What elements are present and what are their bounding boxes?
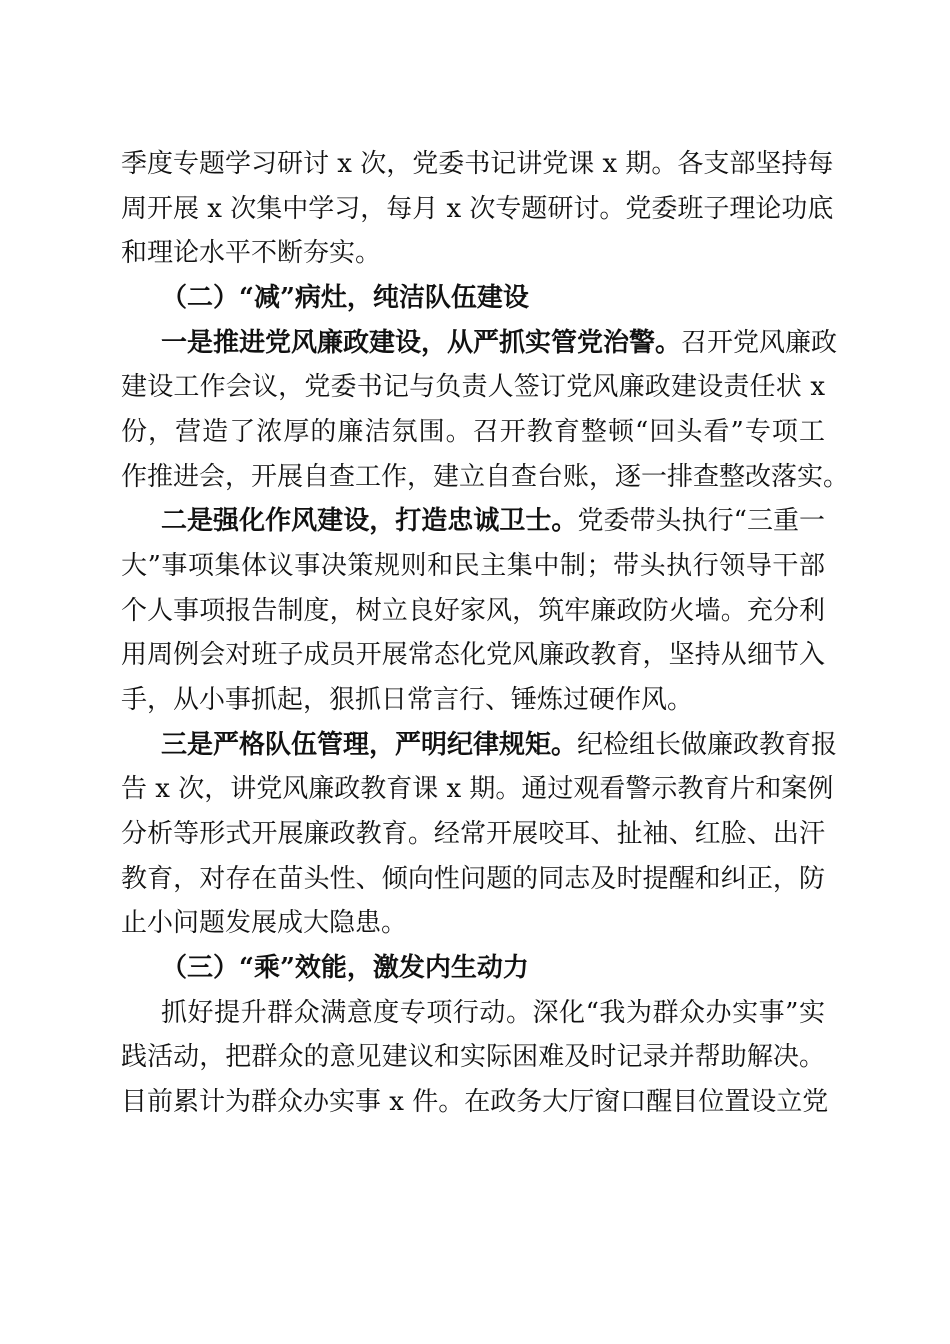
- paragraph-line: [161, 323, 838, 363]
- paragraph-line: 份，营造了浓厚的廉洁氛围。召开教育整顿“回头看”专项工: [121, 417, 825, 447]
- paragraph-line: 目前累计为群众办实事 x 件。在政务大厅窗口醒目位置设立党: [121, 1087, 829, 1117]
- paragraph-line: [161, 501, 825, 541]
- paragraph-line: [161, 725, 838, 765]
- paragraph-line: 用周例会对班子成员开展常态化党风廉政教育，坚持从细节入: [121, 640, 825, 670]
- paragraph-lead: 三是严格队伍管理，严明纪律规矩。: [161, 730, 578, 760]
- paragraph-lead: 一是推进党风廉政建设，从严抓实管党治警。: [161, 328, 682, 358]
- paragraph-line: 作推进会，开展自查工作，建立自查台账，逐一排查整改落实。: [121, 462, 850, 492]
- paragraph-line: 个人事项报告制度，树立良好家风，筑牢廉政防火墙。充分利: [121, 596, 825, 626]
- paragraph-text: 党委带头执行“三重一: [577, 506, 825, 536]
- paragraph-line: 教育，对存在苗头性、倾向性问题的同志及时提醒和纠正，防: [121, 864, 825, 894]
- paragraph-line: 大”事项集体议事决策规则和民主集中制；带头执行领导干部: [121, 551, 825, 581]
- paragraph-text: 召开党风廉政: [681, 328, 838, 358]
- paragraph-lead: 二是强化作风建设，打造忠诚卫士。: [161, 506, 578, 536]
- paragraph-line: 季度专题学习研讨 x 次，党委书记讲党课 x 期。各支部坚持每: [121, 149, 834, 179]
- paragraph-line: 建设工作会议，党委书记与负责人签订党风廉政建设责任状 x: [121, 372, 825, 402]
- paragraph-line: 止小问题发展成大隐患。: [121, 908, 408, 938]
- paragraph-text: 纪检组长做廉政教育报: [577, 730, 838, 760]
- section-heading-3: （三）“乘”效能，激发内生动力: [161, 953, 529, 983]
- paragraph-line: 和理论水平不断夯实。: [121, 238, 382, 268]
- paragraph-line: 周开展 x 次集中学习，每月 x 次专题研讨。党委班子理论功底: [121, 194, 834, 224]
- paragraph-line: 分析等形式开展廉政教育。经常开展咬耳、扯袖、红脸、出汗: [121, 819, 825, 849]
- paragraph-line: 抓好提升群众满意度专项行动。深化“我为群众办实事”实: [161, 998, 825, 1028]
- paragraph-line: 践活动，把群众的意见建议和实际困难及时记录并帮助解决。: [121, 1042, 825, 1072]
- section-heading-2: （二）“减”病灶，纯洁队伍建设: [161, 283, 529, 313]
- paragraph-line: 手，从小事抓起，狠抓日常言行、锤炼过硬作风。: [121, 685, 694, 715]
- paragraph-line: 告 x 次，讲党风廉政教育课 x 期。通过观看警示教育片和案例: [121, 774, 834, 804]
